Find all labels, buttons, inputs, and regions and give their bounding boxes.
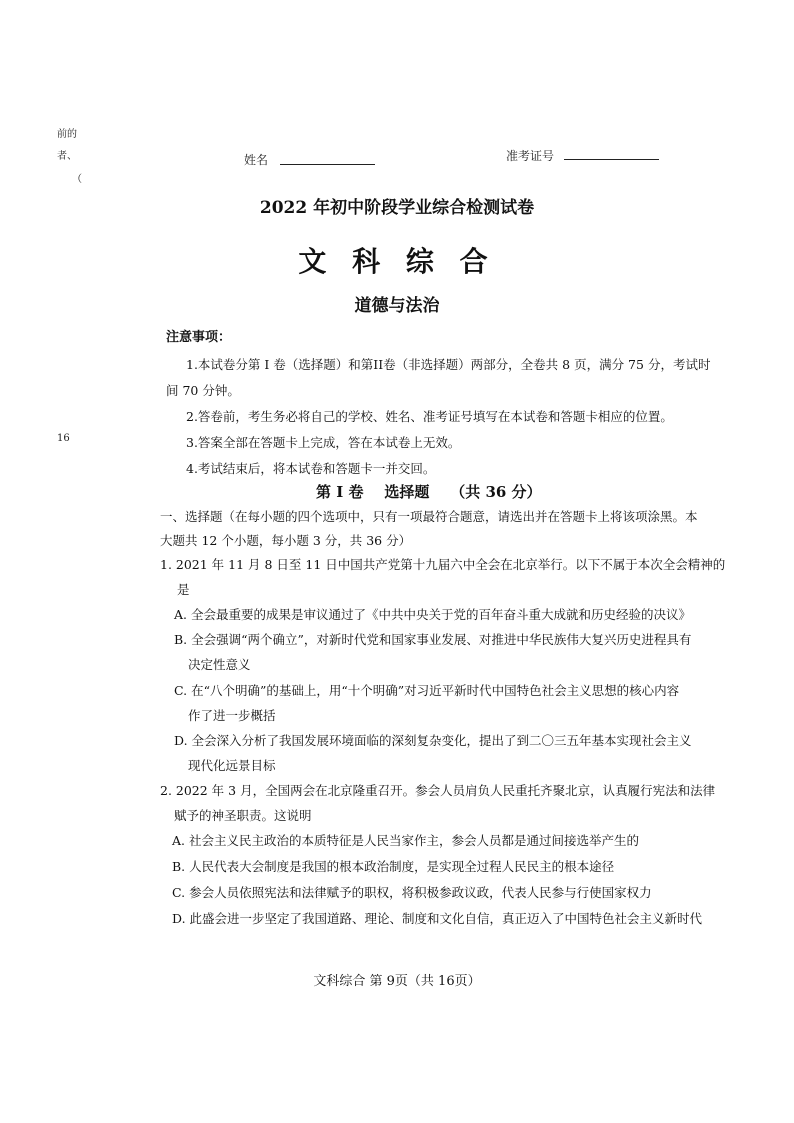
option-a: A. 社会主义民主政治的本质特征是人民当家作主，参会人员都是通过间接选举产生的 [172,833,639,848]
option-d: D. 此盛会进一步坚定了我国道路、理论、制度和文化自信，真正迈入了中国特色社会主义新时代 [172,911,703,926]
margin-note: （ [72,174,82,185]
notice-line: 4.考试结束后，将本试卷和答题卡一并交回。 [186,461,436,476]
name-blank [280,164,375,165]
notice-line: 3.答案全部在答题卡上完成，答在本试卷上无效。 [186,435,461,450]
exam-id-label: 准考证号 [506,149,555,163]
exam-id-blank [564,159,659,160]
exam-title: 2022 年初中阶段学业综合检测试卷 [259,198,535,218]
notice-line: 2.答卷前，考生务必将自己的学校、姓名、准考证号填写在本试卷和答题卡相应的位置。 [186,409,673,424]
option-b: 决定性意义 [188,657,251,672]
margin-note: 前的 [57,129,77,140]
option-a: A. 全会最重要的成果是审议通过了《中共中央关于党的百年奋斗重大成就和历史经验的决议》 [174,607,691,622]
question-stem: 1. 2021 年 11 月 8 日至 11 日中国共产党第十九届六中全会在北京举行。以下不属于本次全会精神的 [160,557,726,572]
option-d: 现代化远景目标 [188,758,276,773]
question-stem: 是 [177,582,190,597]
subject-title: 文 科 综 合 [298,245,496,278]
page-footer: 文科综合 第 9页（共 16页） [313,974,481,989]
option-b: B. 全会强调“两个确立”，对新时代党和国家事业发展、对推进中华民族伟大复兴历史进程具有 [174,632,692,647]
option-c: C. 参会人员依照宪法和法律赋予的职权，将积极参政议政，代表人民参与行使国家权力 [172,885,652,900]
margin-note: 16 [57,433,70,444]
question-stem: 2. 2022 年 3 月，全国两会在北京隆重召开。参会人员肩负人民重托齐聚北京，认真履行宪法和法律 [160,783,716,798]
option-c: C. 在“八个明确”的基础上，用“十个明确”对习近平新时代中国特色社会主义思想的核心内容 [174,683,680,698]
sub-subject-title: 道德与法治 [354,296,440,316]
section-intro: 一、选择题（在每小题的四个选项中，只有一项最符合题意，请选出并在答题卡上将该项涂黑。本 [160,509,698,524]
question-stem: 赋予的神圣职责。这说明 [174,808,312,823]
option-b: B. 人民代表大会制度是我国的根本政治制度，是实现全过程人民民主的根本途径 [172,859,615,874]
notice-line: 间 70 分钟。 [166,383,240,398]
section-intro: 大题共 12 个小题，每小题 3 分，共 36 分） [160,533,412,548]
notice-line: 1.本试卷分第 I 卷（选择题）和第II卷（非选择题）两部分，全卷共 8 页，满分 75 分，考试时 [186,357,711,372]
name-label: 姓名 [244,153,269,167]
section-title: 第 I 卷 选择题 （共 36 分） [316,483,542,501]
option-d: D. 全会深入分析了我国发展环境面临的深刻复杂变化，提出了到二〇三五年基本实现社会主义 [174,733,692,748]
notice-heading: 注意事项： [166,330,232,345]
option-c: 作了进一步概括 [188,708,276,723]
margin-note: 者、 [57,151,77,162]
